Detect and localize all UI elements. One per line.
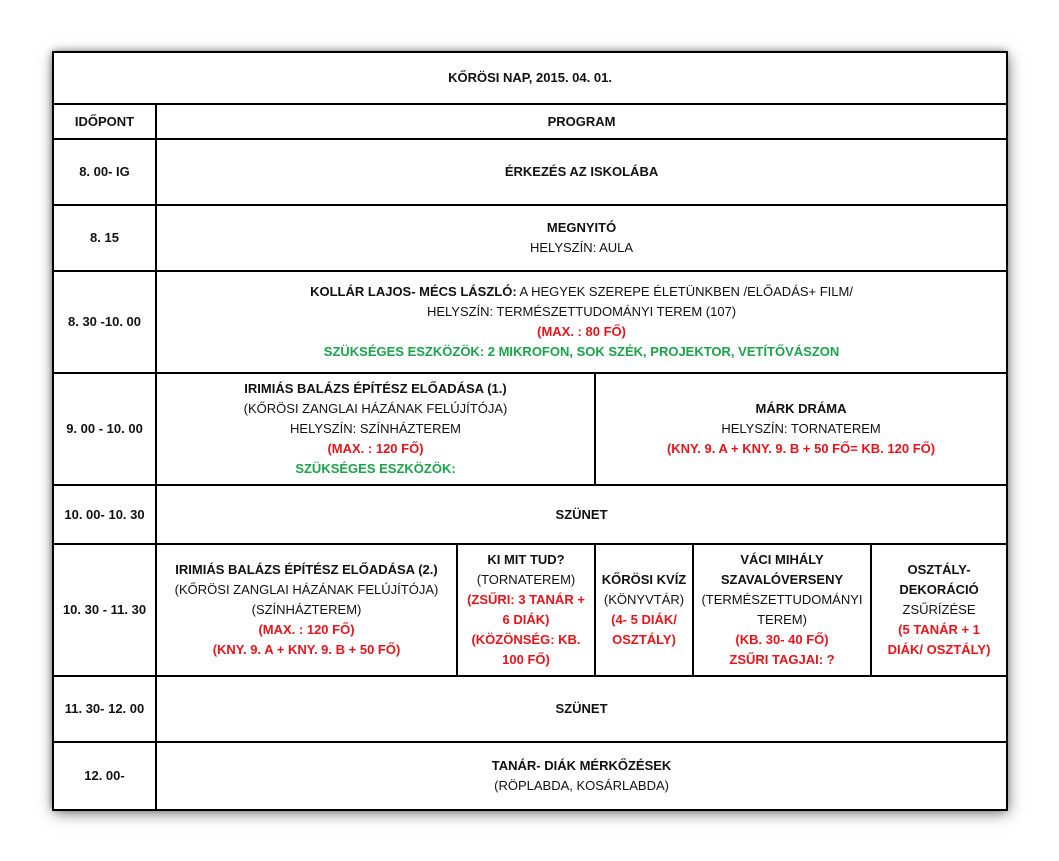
schedule-table [52, 51, 1008, 811]
time-cell: 10. 30 - 11. 30 [53, 544, 156, 676]
event-name: DEKORÁCIÓ [899, 582, 979, 597]
event-audience: 100 FŐ) [502, 652, 550, 667]
event-topic: A HEGYEK SZEREPE ÉLETÜNKBEN /ELŐADÁS+ FILM/ [516, 284, 853, 299]
table-row [53, 742, 1007, 810]
event-jury: DIÁK/ OSZTÁLY) [887, 642, 991, 657]
event-name: MÁRK DRÁMA [755, 401, 847, 416]
event-name: IRIMIÁS BALÁZS ÉPÍTÉSZ ELŐADÁSA (2.) [175, 562, 438, 577]
event-location: (TORNATEREM) [476, 572, 576, 587]
program-cell: ÉRKEZÉS AZ ISKOLÁBA [156, 139, 1007, 205]
time-cell: 10. 00- 10. 30 [53, 485, 156, 544]
event-jury: 6 DIÁK) [502, 612, 550, 627]
program-cell [156, 544, 457, 676]
event-location: HELYSZÍN: AULA [530, 240, 634, 255]
time-cell: 8. 00- IG [53, 139, 156, 205]
table-row [53, 139, 1007, 205]
event-subtitle: (KŐRÖSI ZANGLAI HÁZÁNAK FELÚJÍTÓJA) [174, 582, 439, 597]
time-cell: 12. 00- [53, 742, 156, 810]
event-capacity: (MAX. : 120 FŐ) [258, 622, 355, 637]
table-row [53, 676, 1007, 742]
event-name: KŐRÖSI KVÍZ [601, 572, 687, 587]
title-row [53, 52, 1007, 104]
event-location: HELYSZÍN: TERMÉSZETTUDOMÁNYI TEREM (107) [426, 304, 737, 319]
event-jury: (5 TANÁR + 1 [898, 622, 980, 637]
program-cell: SZÜNET [156, 485, 1007, 544]
event-location: (TERMÉSZETTUDOMÁNYI [701, 592, 863, 607]
event-location: HELYSZÍN: SZÍNHÁZTEREM [290, 421, 461, 436]
program-cell [156, 373, 595, 485]
event-subtitle: ZSŰRÍZÉSE [902, 602, 976, 617]
event-name: VÁCI MIHÁLY [740, 552, 824, 567]
event-jury: ZSŰRI TAGJAI: ? [729, 652, 835, 667]
event-equipment: SZÜKSÉGES ESZKÖZÖK: [295, 461, 456, 476]
time-cell: 8. 30 -10. 00 [53, 271, 156, 373]
time-cell: 8. 15 [53, 205, 156, 271]
header-row [53, 104, 1007, 139]
program-cell [457, 544, 595, 676]
program-cell [693, 544, 871, 676]
event-audience: (KÖZÖNSÉG: KB. [471, 632, 581, 647]
table-row [53, 205, 1007, 271]
time-cell: 9. 00 - 10. 00 [53, 373, 156, 485]
event-name: SZAVALÓVERSENY [720, 572, 844, 587]
event-name: IRIMIÁS BALÁZS ÉPÍTÉSZ ELŐADÁSA (1.) [244, 381, 507, 396]
page-title: KŐRÖSI NAP, 2015. 04. 01. [53, 52, 1007, 104]
event-audience: (KNY. 9. A + KNY. 9. B + 50 FŐ) [212, 642, 401, 657]
event-capacity: (MAX. : 120 FŐ) [327, 441, 424, 456]
header-program: PROGRAM [156, 104, 1007, 139]
program-cell [156, 271, 1007, 373]
event-speaker: KOLLÁR LAJOS- MÉCS LÁSZLÓ: [310, 284, 517, 299]
event-teams: OSZTÁLY) [612, 632, 676, 647]
event-name: MEGNYITÓ [546, 220, 617, 235]
event-teams: (4- 5 DIÁK/ [611, 612, 677, 627]
event-detail: (RÖPLABDA, KOSÁRLABDA) [494, 778, 669, 793]
program-cell [595, 544, 693, 676]
program-cell [156, 742, 1007, 810]
table-row [53, 544, 1007, 676]
table-row [53, 373, 1007, 485]
event-jury: (ZSŰRI: 3 TANÁR + [467, 592, 585, 607]
time-cell: 11. 30- 12. 00 [53, 676, 156, 742]
event-location: (KÖNYVTÁR) [603, 592, 685, 607]
event-capacity: (KB. 30- 40 FŐ) [735, 632, 829, 647]
schedule-page [52, 51, 1006, 809]
event-location: TEREM) [757, 612, 807, 627]
table-row [53, 271, 1007, 373]
program-cell [595, 373, 1007, 485]
header-time: IDŐPONT [53, 104, 156, 139]
event-capacity: (MAX. : 80 FŐ) [537, 324, 626, 339]
program-cell [871, 544, 1007, 676]
event-name: OSZTÁLY- [907, 562, 971, 577]
table-row [53, 485, 1007, 544]
program-cell [156, 205, 1007, 271]
program-cell: SZÜNET [156, 676, 1007, 742]
event-location: (SZÍNHÁZTEREM) [251, 602, 362, 617]
event-equipment: SZÜKSÉGES ESZKÖZÖK: 2 MIKROFON, SOK SZÉK, PROJEKTOR, VETÍTŐVÁSZON [323, 344, 840, 359]
event-location: HELYSZÍN: TORNATEREM [721, 421, 881, 436]
event-capacity: (KNY. 9. A + KNY. 9. B + 50 FŐ= KB. 120 FŐ) [666, 441, 936, 456]
event-name: KI MIT TUD? [487, 552, 565, 567]
event-subtitle: (KŐRÖSI ZANGLAI HÁZÁNAK FELÚJÍTÓJA) [243, 401, 508, 416]
event-name: TANÁR- DIÁK MÉRKŐZÉSEK [491, 758, 672, 773]
event-title-line [161, 282, 1002, 302]
